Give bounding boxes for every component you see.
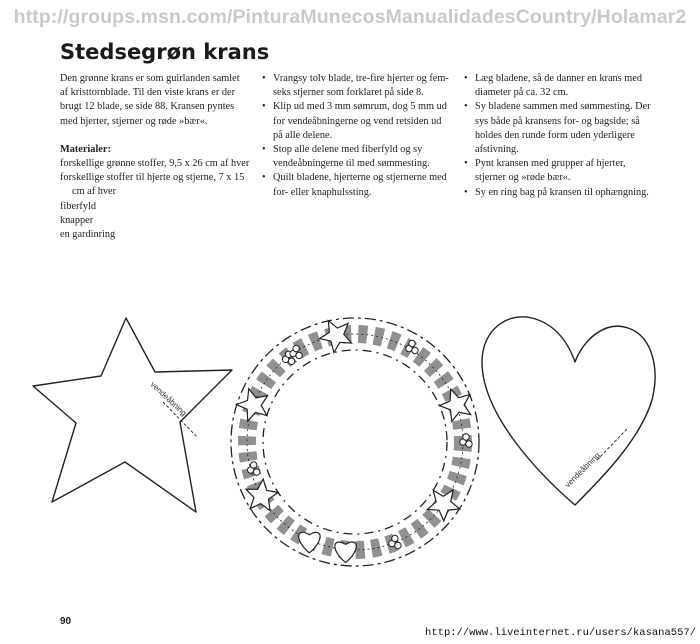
wreath-berry (466, 441, 472, 447)
step-item: • Sy bladene sammen med sømmesting. Der sys både på kransens for- og bagside; så holdes den runde form uden yderligere afstivning. (464, 100, 654, 157)
star-template (33, 318, 232, 512)
step-item: • Læg bladene, så de danner en krans med diameter på ca. 32 cm. (464, 72, 654, 100)
heart-opening-label: vendeåbning (563, 450, 602, 490)
intro-column (60, 72, 250, 242)
watermark-text: http://groups.msn.com/PinturaMunecosManualidadesCountry/Holamar2 (13, 6, 687, 28)
material-item: forskellige stoffer til hjerte og stjerne, 7 x 15 cm af hver (60, 172, 245, 198)
wreath-berry (251, 462, 257, 468)
step-item: • Vrangsy tolv blade, tre-fire hjerter og fem-seks stjerner som forklaret på side 8. (262, 72, 452, 100)
material-item: fiberfyld (60, 200, 97, 212)
wreath-berry (293, 345, 299, 351)
material-item: knapper (60, 214, 94, 226)
wreath-berry (392, 535, 398, 541)
page-number: 90 (60, 616, 72, 627)
steps-list (262, 72, 452, 200)
steps-column-2 (262, 72, 452, 200)
steps-list (464, 72, 654, 200)
wreath-heart (335, 542, 356, 563)
wreath-heart (299, 532, 320, 553)
intro-paragraph: Den grønne krans er som guirlanden samlet af kristtornblade. Til den viste krans er der brugt 12 blade, se side 88. Kransen pyntes med hjerter, stjerner og røde »bær«. (60, 73, 240, 127)
step-item: • Stop alle delene med fiberfyld og sy vendeåbningerne til med sømmesting. (262, 143, 452, 171)
step-item: • Klip ud med 3 mm sømrum, dog 5 mm ud for vendeåbningerne og vend retsiden ud på alle delene. (262, 100, 452, 143)
wreath-illustration (231, 318, 479, 566)
step-item: • Sy en ring bag på kransen til ophængning. (464, 186, 654, 200)
step-item: • Quilt bladene, hjerterne og stjernerne med for- eller knaphulssting. (262, 171, 452, 199)
wreath-decorations (237, 321, 473, 563)
wreath-berry (296, 352, 302, 358)
wreath-berry (463, 434, 469, 440)
templates-illustration (0, 290, 700, 610)
wreath-berry (409, 340, 415, 346)
materials-heading: Materialer: (60, 143, 111, 155)
materials-list (60, 157, 250, 242)
wreath-berry (254, 469, 260, 475)
material-item: en gardinring (60, 229, 116, 241)
wreath-berry (395, 542, 401, 548)
step-item: • Pynt kransen med grupper af hjerter, stjerner og »røde bær«. (464, 157, 654, 185)
star-opening-label: vendeåbning (148, 379, 189, 418)
steps-column-3 (464, 72, 654, 200)
wreath-berry (288, 358, 294, 364)
heart-template (482, 317, 655, 505)
source-credit: http://www.liveinternet.ru/users/kasana557/ (425, 627, 696, 639)
page-title: Stedsegrøn krans (60, 40, 270, 64)
wreath-berry (412, 347, 418, 353)
material-item: forskellige grønne stoffer, 9,5 x 26 cm af hver (60, 158, 250, 170)
